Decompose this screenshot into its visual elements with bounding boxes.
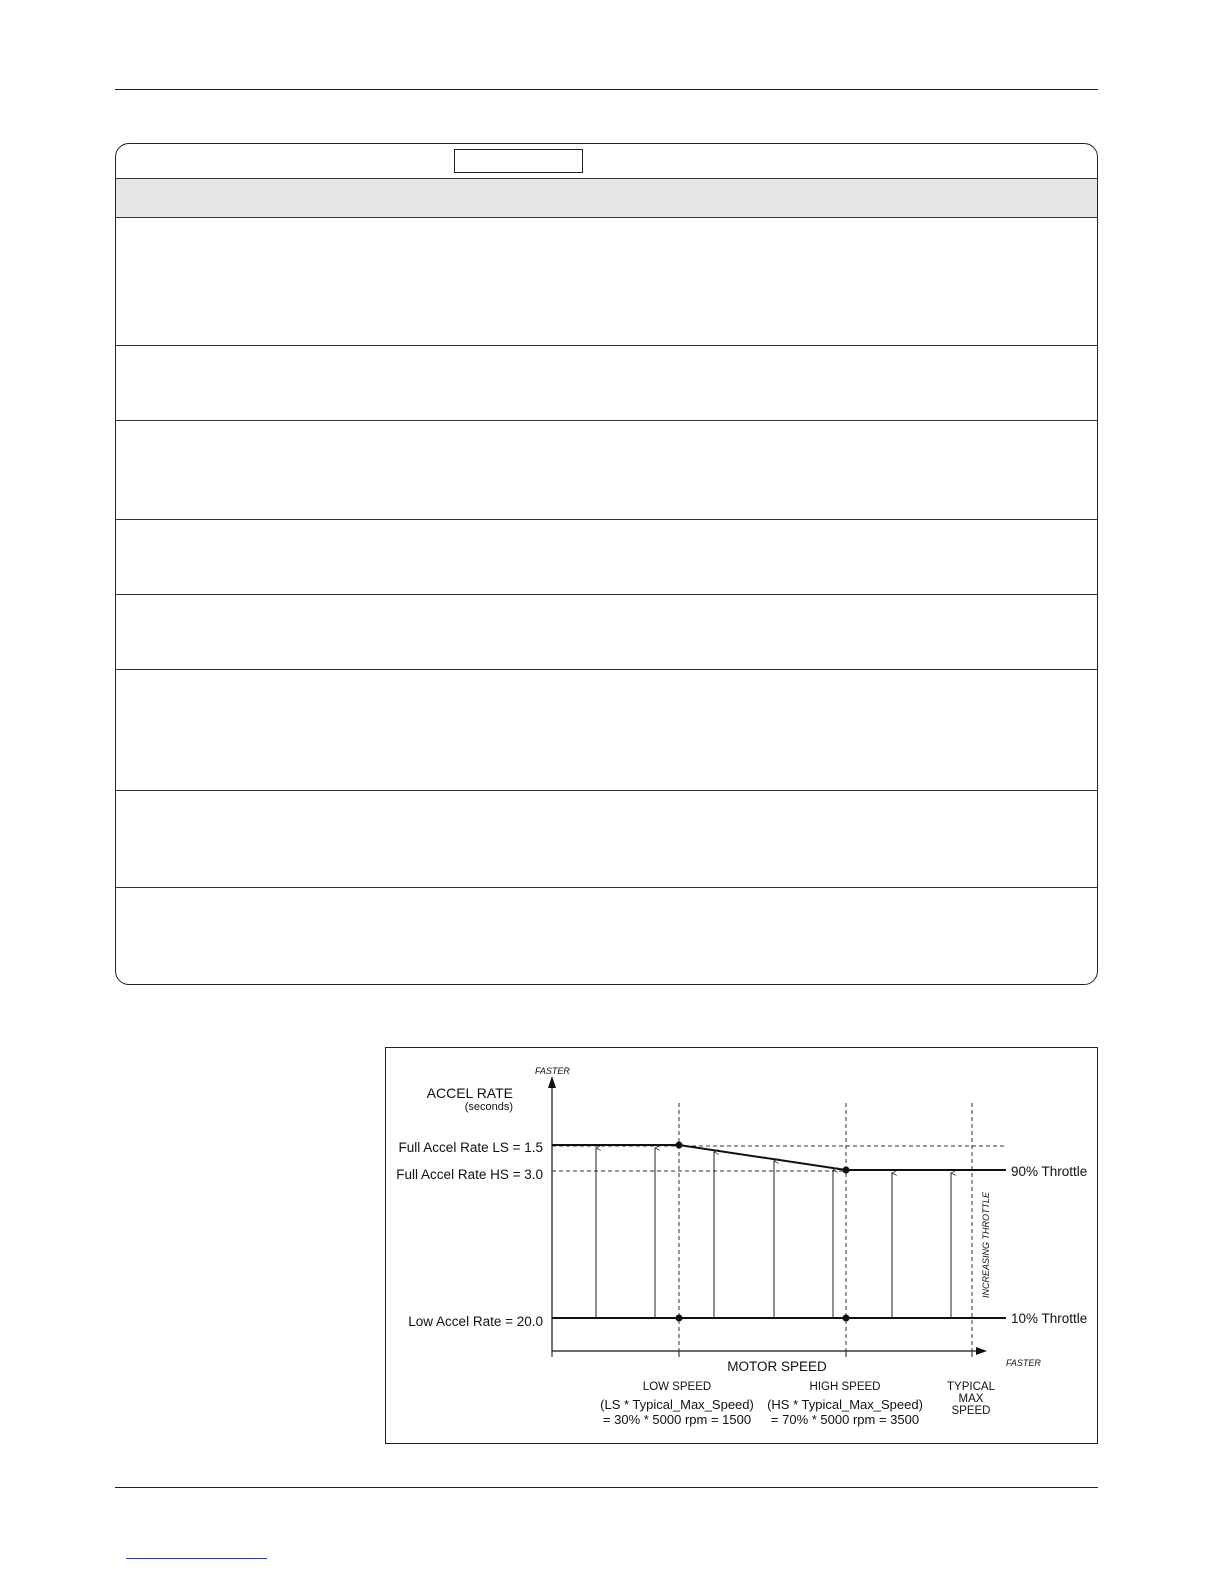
low-speed-value: = 30% * 5000 rpm = 1500 [602,1412,752,1427]
table-row-divider [116,345,1097,346]
table-row-divider [116,790,1097,791]
ls-point-90 [676,1142,683,1149]
y-axis-title: ACCEL RATE [426,1085,513,1101]
x-axis-title: MOTOR SPEED [727,1359,827,1374]
y-axis-faster-label: FASTER [535,1066,570,1076]
typical-max-speed-line1: TYPICAL [947,1381,995,1393]
y-axis-arrow [548,1076,556,1088]
y-axis-units: (seconds) [464,1101,513,1113]
table-row-divider [116,887,1097,888]
footer-rule [115,1487,1098,1488]
throttle-90-label: 90% Throttle [1011,1164,1088,1179]
typical-max-speed-line3: SPEED [951,1405,991,1417]
ls-rate-label: Full Accel Rate LS = 1.5 [398,1140,543,1155]
increasing-throttle-label: INCREASING THROTTLE [981,1191,991,1299]
x-axis-faster-label: FASTER [1006,1358,1041,1368]
low-rate-label: Low Accel Rate = 20.0 [408,1314,543,1329]
table-title-box [454,149,583,173]
typical-max-speed-line2: MAX [958,1393,984,1405]
high-speed-title: HIGH SPEED [809,1381,881,1393]
table-row-divider [116,420,1097,421]
table-row-divider [116,594,1097,595]
high-speed-formula: (HS * Typical_Max_Speed) [767,1397,923,1412]
accel-rate-diagram [385,1047,1098,1444]
throttle-10-label: 10% Throttle [1011,1311,1088,1326]
accel-rate-svg [386,1048,1097,1443]
low-speed-formula: (LS * Typical_Max_Speed) [600,1397,754,1412]
table-row-divider [116,669,1097,670]
hs-rate-label: Full Accel Rate HS = 3.0 [396,1167,543,1182]
ls-point-10 [676,1315,683,1322]
throttle-90-curve [552,1145,1006,1170]
high-speed-value: = 70% * 5000 rpm = 3500 [770,1412,920,1427]
hs-point-90 [843,1167,850,1174]
x-axis-arrow [976,1347,987,1355]
header-rule [115,89,1098,90]
low-speed-title: LOW SPEED [642,1381,712,1393]
table-row-divider [116,519,1097,520]
hs-point-10 [843,1315,850,1322]
table-header-row [116,178,1097,218]
footer-link-underline[interactable] [126,1558,267,1559]
parameter-table [115,143,1098,985]
